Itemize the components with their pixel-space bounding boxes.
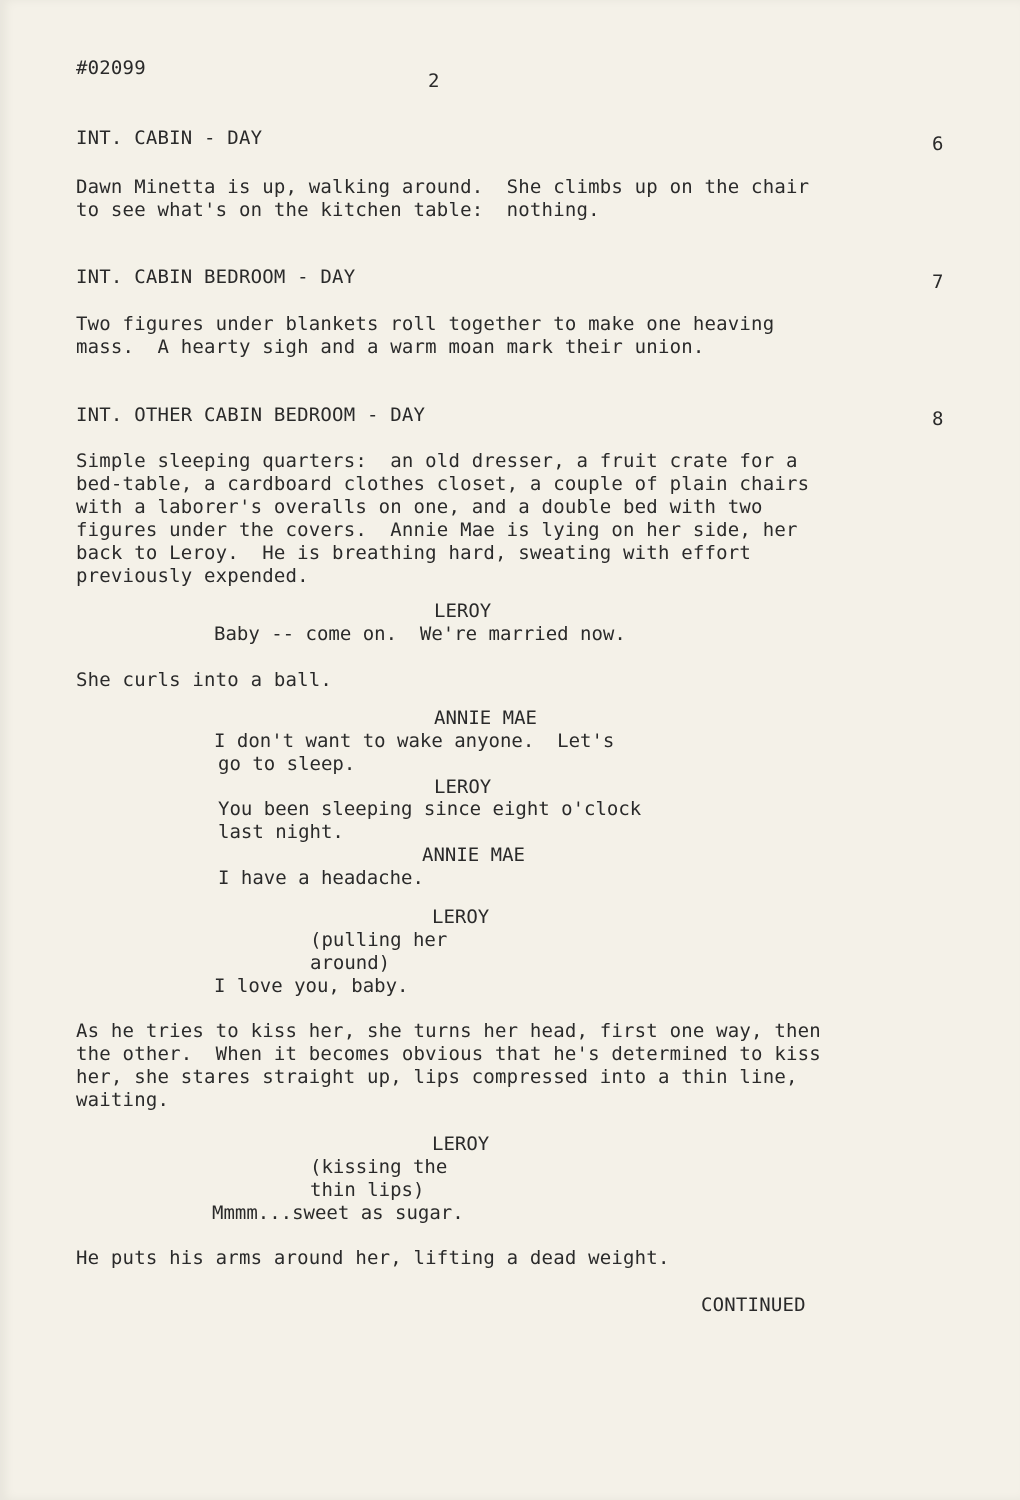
action-line: Dawn Minetta is up, walking around. She climbs up on the chair: [76, 176, 810, 198]
action-line: with a laborer's overalls on one, and a double bed with two: [76, 496, 763, 518]
continued-label: CONTINUED: [701, 1294, 806, 1316]
scene-heading: INT. CABIN - DAY: [76, 127, 263, 149]
character-name: LEROY: [432, 1133, 490, 1155]
scene-number: 8: [932, 408, 944, 430]
character-name: ANNIE MAE: [434, 707, 537, 729]
parenthetical-line: (kissing the: [310, 1156, 448, 1178]
action-line: mass. A hearty sigh and a warm moan mark their union.: [76, 336, 705, 358]
action-line: Two figures under blankets roll together to make one heaving: [76, 313, 775, 335]
dialogue-line: I don't want to wake anyone. Let's: [214, 730, 615, 752]
action-line: Simple sleeping quarters: an old dresser, a fruit crate for a: [76, 450, 798, 472]
document-id: #02099: [76, 57, 146, 79]
scene-number: 6: [932, 133, 944, 155]
dialogue-line: Baby -- come on. We're married now.: [214, 623, 626, 645]
action-line: waiting.: [76, 1089, 170, 1111]
action-line: her, she stares straight up, lips compressed into a thin line,: [76, 1066, 798, 1088]
action-line: figures under the covers. Annie Mae is lying on her side, her: [76, 519, 798, 541]
character-name: LEROY: [432, 906, 490, 928]
parenthetical-line: around): [310, 952, 391, 974]
character-name: ANNIE MAE: [422, 844, 525, 866]
dialogue-line: last night.: [218, 821, 344, 843]
character-name: LEROY: [434, 600, 492, 622]
action-line: the other. When it becomes obvious that he's determined to kiss: [76, 1043, 821, 1065]
action-line: She curls into a ball.: [76, 669, 333, 691]
action-line: As he tries to kiss her, she turns her head, first one way, then: [76, 1020, 821, 1042]
dialogue-line: go to sleep.: [218, 753, 356, 775]
dialogue-line: I have a headache.: [218, 867, 424, 889]
character-name: LEROY: [434, 776, 492, 798]
action-line: previously expended.: [76, 565, 309, 587]
action-line: He puts his arms around her, lifting a dead weight.: [76, 1247, 670, 1269]
parenthetical-line: thin lips): [310, 1179, 425, 1201]
page-number: 2: [428, 70, 440, 92]
dialogue-line: You been sleeping since eight o'clock: [218, 798, 642, 820]
dialogue-line: I love you, baby.: [214, 975, 409, 997]
scene-heading: INT. CABIN BEDROOM - DAY: [76, 266, 356, 288]
parenthetical-line: (pulling her: [310, 929, 448, 951]
action-line: bed-table, a cardboard clothes closet, a couple of plain chairs: [76, 473, 810, 495]
action-line: back to Leroy. He is breathing hard, sweating with effort: [76, 542, 752, 564]
scene-heading: INT. OTHER CABIN BEDROOM - DAY: [76, 404, 426, 426]
dialogue-line: Mmmm...sweet as sugar.: [212, 1202, 464, 1224]
scene-number: 7: [932, 271, 944, 293]
action-line: to see what's on the kitchen table: nothing.: [76, 199, 600, 221]
